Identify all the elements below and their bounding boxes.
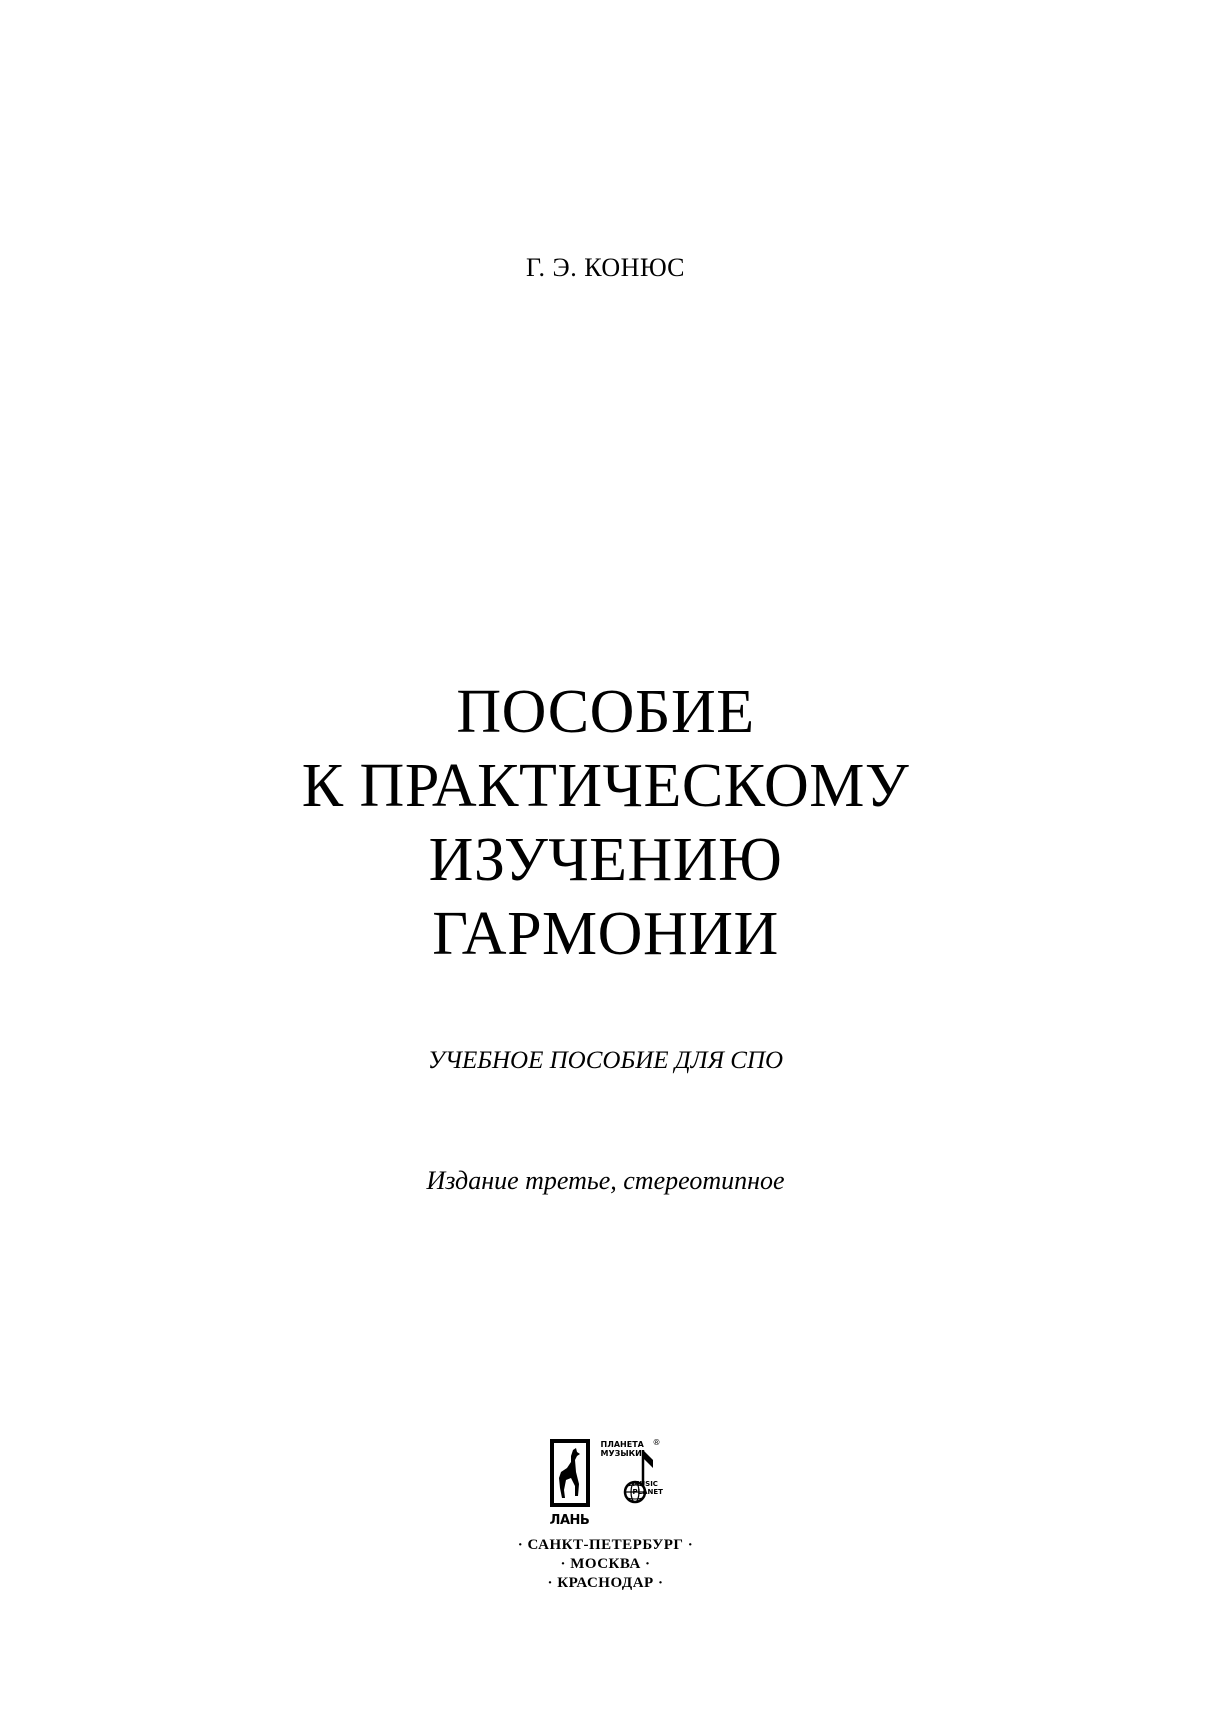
title-line-4: ГАРМОНИИ: [432, 900, 779, 968]
title-line-2: К ПРАКТИЧЕСКОМУ: [301, 752, 910, 820]
music-planet-text-ru: ПЛАНЕТА МУЗЫКИ: [600, 1440, 644, 1458]
publisher-cities: [0, 1536, 1211, 1593]
publisher-block: [0, 1438, 1211, 1593]
city-line-3: · КРАСНОДАР ·: [547, 1575, 664, 1591]
edition-note: Издание третье, стереотипное: [426, 1166, 785, 1195]
author-name: Г. Э. КОНЮС: [525, 253, 686, 282]
title-line-3: ИЗУЧЕНИЮ: [428, 826, 783, 894]
lan-logo-text: ЛАНЬ: [549, 1513, 590, 1528]
lan-logo: [549, 1438, 591, 1526]
title-line-1: ПОСОБИЕ: [456, 678, 755, 746]
registered-mark: ®: [652, 1438, 661, 1447]
book-subtitle: УЧЕБНОЕ ПОСОБИЕ ДЛЯ СПО: [427, 1047, 784, 1074]
book-title: [0, 675, 1211, 971]
city-line-2: · МОСКВА ·: [560, 1556, 651, 1572]
city-line-1: · САНКТ-ПЕТЕРБУРГ ·: [517, 1537, 694, 1553]
doe-logo-icon: [549, 1438, 591, 1510]
music-planet-logo: [601, 1438, 663, 1516]
publisher-logos: [549, 1438, 663, 1528]
music-planet-text-en: MUSIC PLANET: [632, 1480, 663, 1496]
music-note-globe-icon: [601, 1438, 663, 1516]
